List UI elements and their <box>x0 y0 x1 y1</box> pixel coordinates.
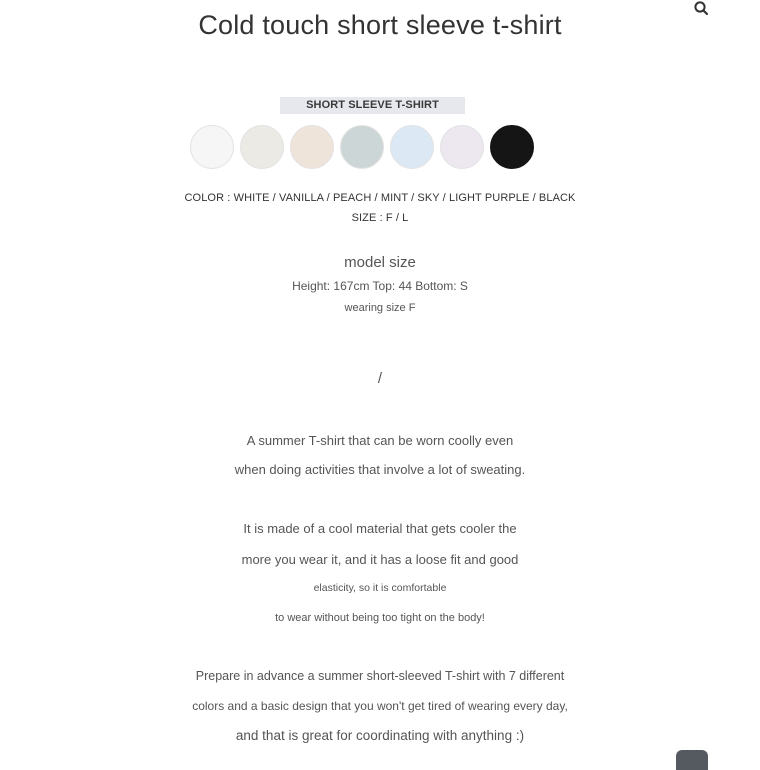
model-measurements: Height: 167cm Top: 44 Bottom: S <box>292 279 468 293</box>
size-list: SIZE : F / L <box>351 212 409 224</box>
swatch-white <box>190 125 234 169</box>
swatch-mint <box>340 125 384 169</box>
product-type-chip: SHORT SLEEVE T-SHIRT <box>280 97 465 114</box>
description-line: A summer T-shirt that can be worn coolly even <box>246 433 514 448</box>
model-size-heading: model size <box>344 254 416 271</box>
description-line: elasticity, so it is comfortable <box>313 582 447 594</box>
color-list: COLOR : WHITE / VANILLA / PEACH / MINT / SKY / LIGHT PURPLE / BLACK <box>184 192 576 204</box>
model-wearing-size: wearing size F <box>344 302 416 314</box>
swatch-vanilla <box>240 125 284 169</box>
swatch-sky <box>390 125 434 169</box>
search-icon[interactable] <box>693 0 709 16</box>
swatch-peach <box>290 125 334 169</box>
description-line: more you wear it, and it has a loose fit and good <box>241 552 519 567</box>
description-line: when doing activities that involve a lot of sweating. <box>234 462 526 477</box>
description-line: Prepare in advance a summer short-sleeved T-shirt with 7 different <box>195 669 565 683</box>
floating-action-button[interactable] <box>676 750 708 770</box>
description-line: It is made of a cool material that gets cooler the <box>243 521 517 536</box>
page-title: Cold touch short sleeve t-shirt <box>198 10 562 40</box>
swatch-light-purple <box>440 125 484 169</box>
swatch-black <box>490 125 534 169</box>
color-swatches <box>190 125 550 171</box>
description-line: colors and a basic design that you won't get tired of wearing every day, <box>192 699 568 713</box>
description-line: to wear without being too tight on the body! <box>275 612 485 624</box>
section-divider: / <box>377 370 383 387</box>
description-line: and that is great for coordinating with anything :) <box>235 728 525 743</box>
